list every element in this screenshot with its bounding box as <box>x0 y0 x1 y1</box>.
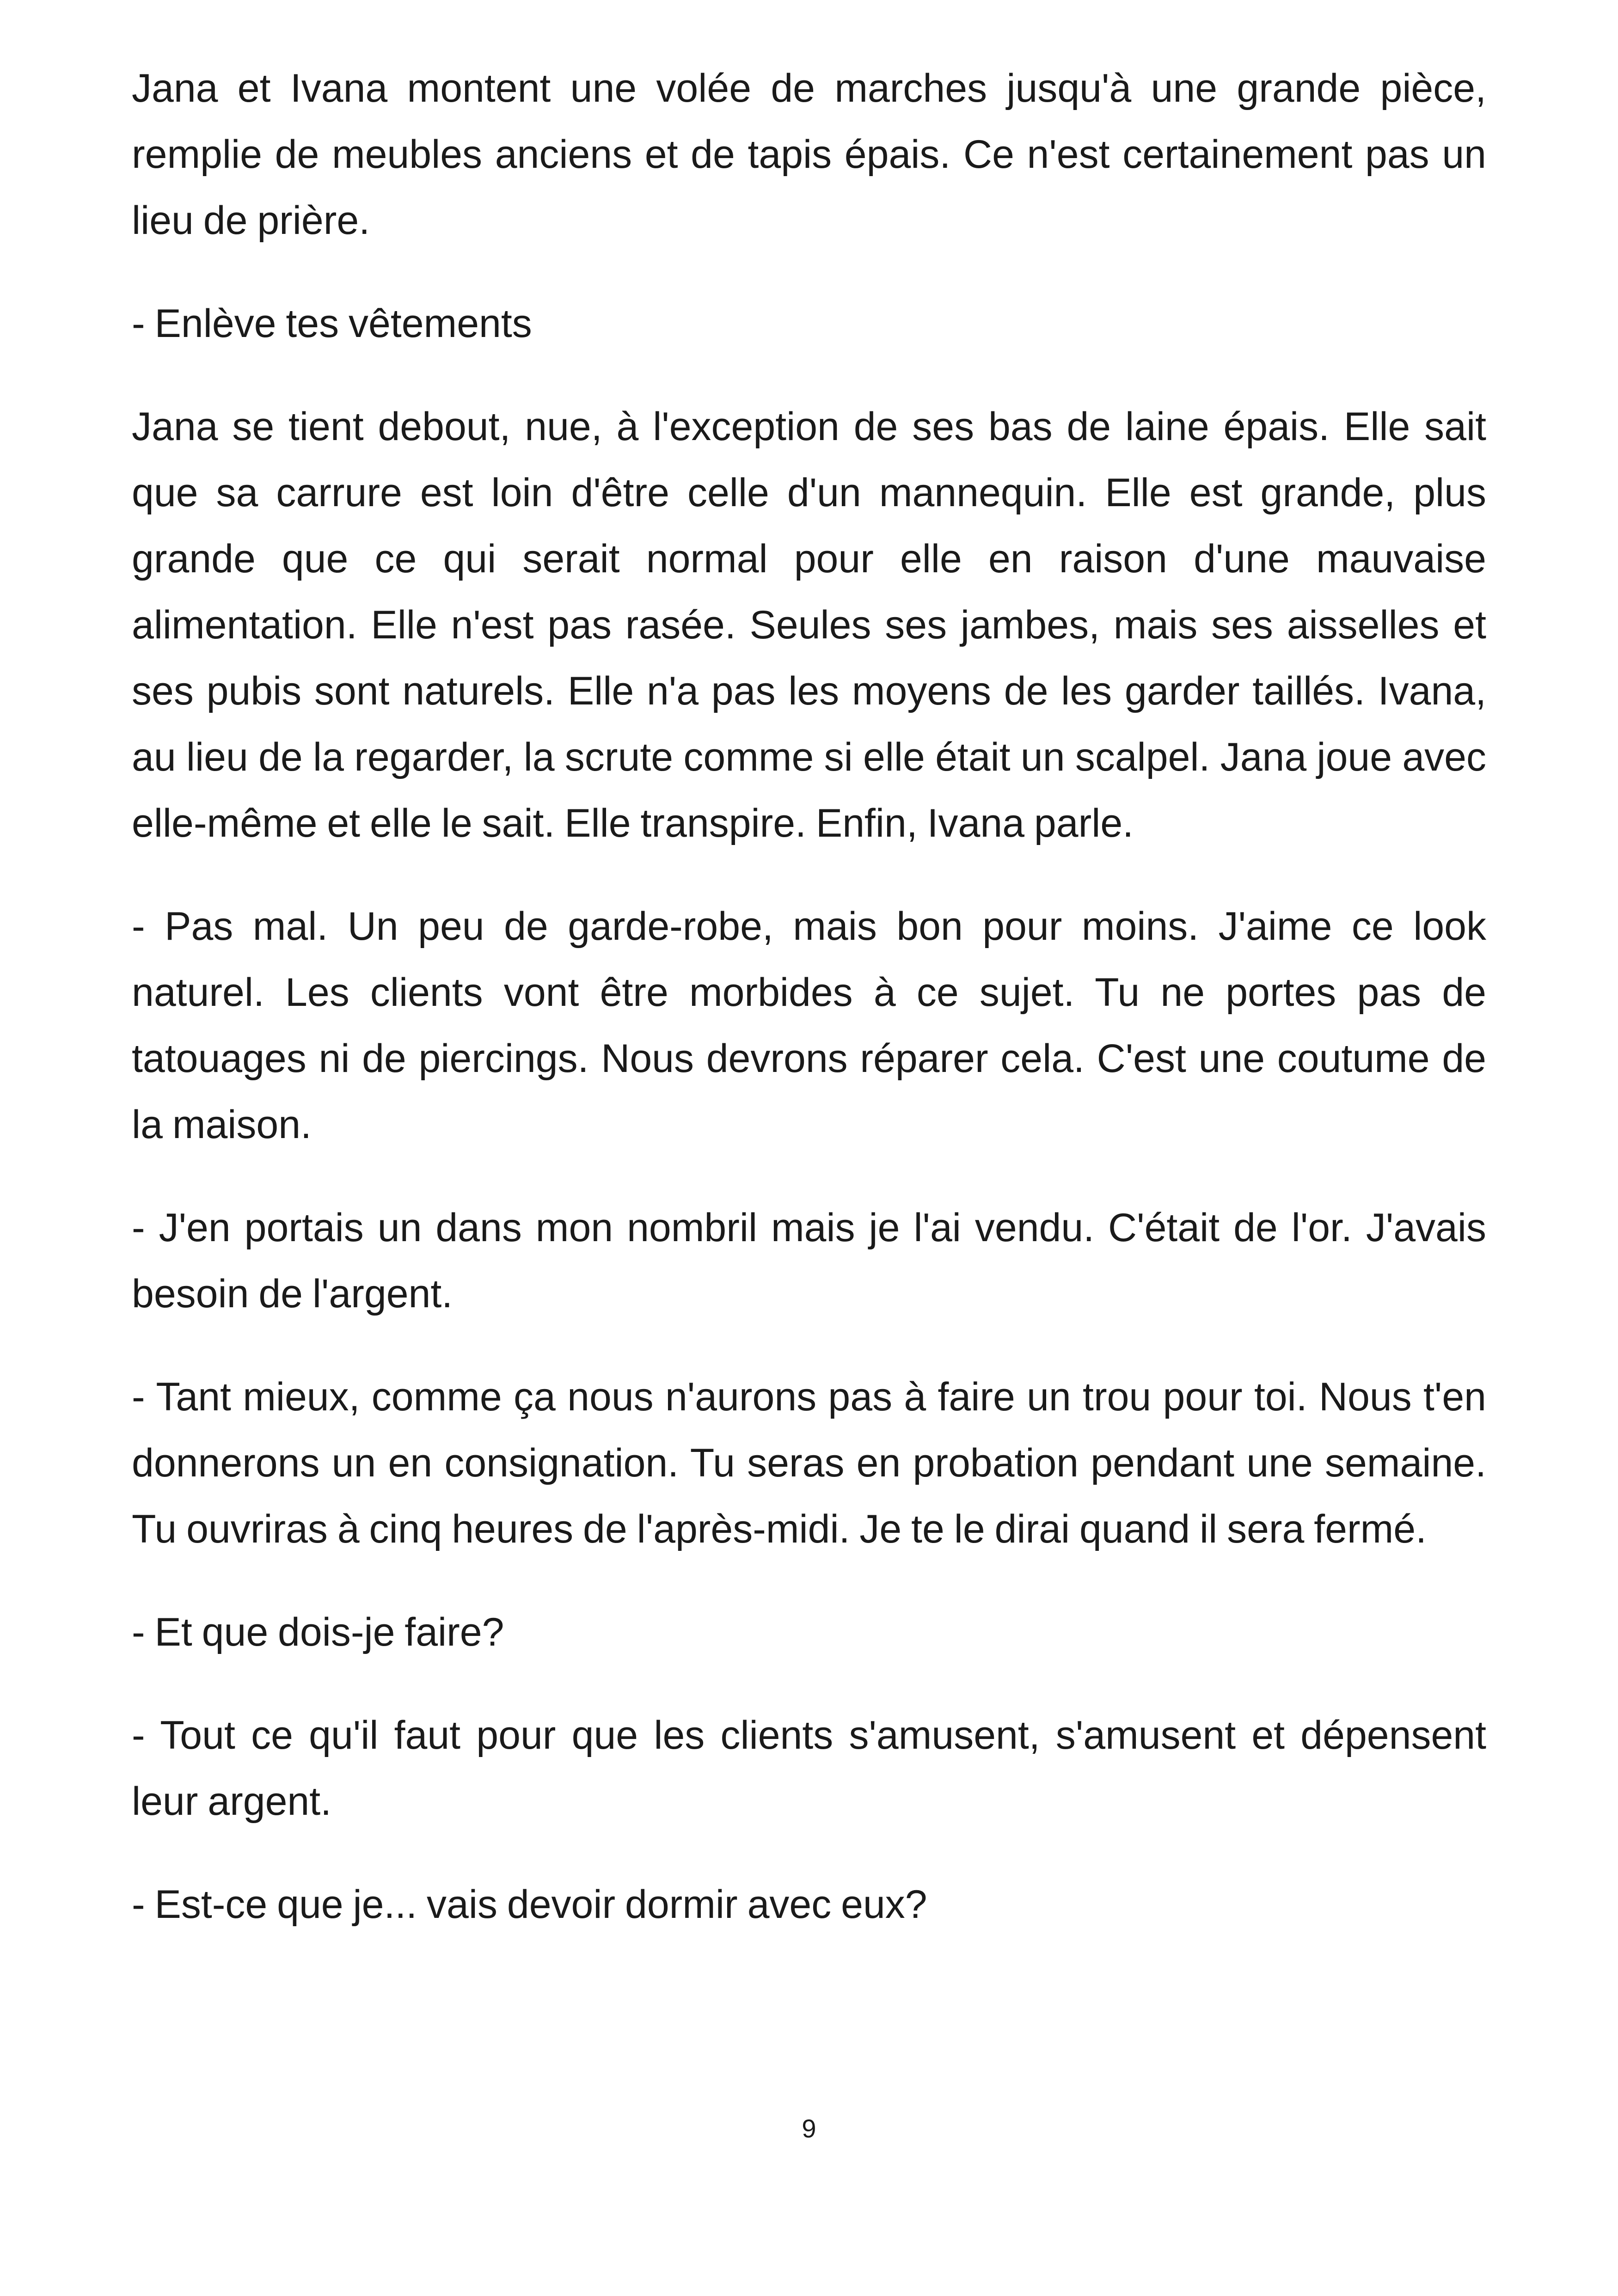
paragraph: - Enlève tes vêtements <box>132 301 532 346</box>
paragraph: - Pas mal. Un peu de garde-robe, mais bon pour moins. J'aime ce look naturel. Les clients vont être morbides à ce sujet. Tu ne portes pas de tatouages ni de piercings. Nous devrons réparer cela. C'est une coutume de la maison. <box>132 904 1486 1147</box>
paragraph: - Tant mieux, comme ça nous n'aurons pas à faire un trou pour toi. Nous t'en donnerons un en consignation. Tu seras en probation pendant une semaine. Tu ouvriras à cinq heures de l'après-midi. Je te le dirai quand il sera fermé. <box>132 1375 1486 1551</box>
paragraph: - Et que dois-je faire? <box>132 1610 504 1654</box>
paragraph: Jana et Ivana montent une volée de marches jusqu'à une grande pièce, remplie de meubles anciens et de tapis épais. Ce n'est certainement pas un lieu de prière. <box>132 66 1486 243</box>
body-text <box>132 55 1486 1975</box>
paragraph: - Tout ce qu'il faut pour que les clients s'amusent, s'amusent et dépensent leur argent. <box>132 1713 1486 1824</box>
paragraph: - Est-ce que je... vais devoir dormir avec eux? <box>132 1882 927 1927</box>
page-number: 9 <box>802 2114 816 2143</box>
paragraph: - J'en portais un dans mon nombril mais je l'ai vendu. C'était de l'or. J'avais besoin de l'argent. <box>132 1206 1486 1316</box>
paragraph: Jana se tient debout, nue, à l'exception de ses bas de laine épais. Elle sait que sa carrure est loin d'être celle d'un mannequin. Elle est grande, plus grande que ce qui serait normal pour elle en raison d'une mauvaise alimentation. Elle n'est pas rasée. Seules ses jambes, mais ses aisselles et ses pubis sont naturels. Elle n'a pas les moyens de les garder taillés. Ivana, au lieu de la regarder, la scrute comme si elle était un scalpel. Jana joue avec elle-même et elle le sait. Elle transpire. Enfin, Ivana parle. <box>132 404 1486 845</box>
